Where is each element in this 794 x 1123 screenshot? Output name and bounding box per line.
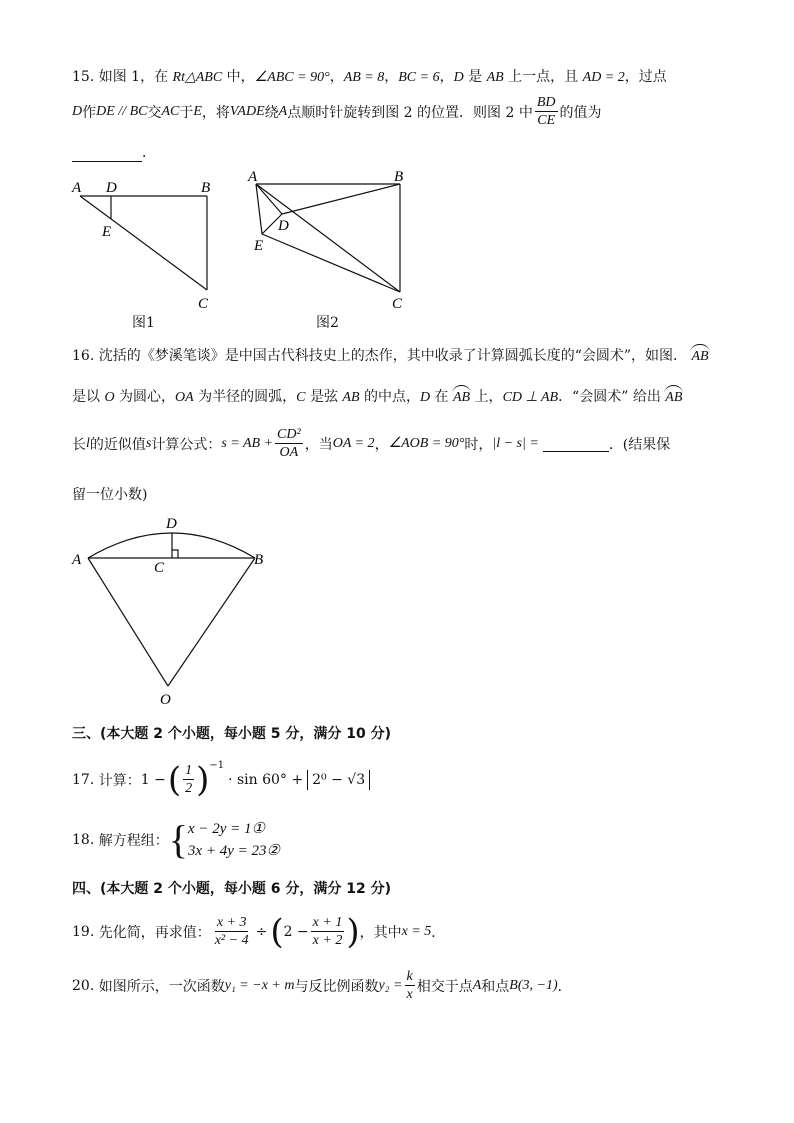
point-label-d: D (106, 180, 117, 196)
q19-line (72, 911, 446, 952)
q17-line (72, 759, 370, 800)
q15-math: AB (486, 70, 504, 85)
arc-ab-symbol: AB (691, 349, 709, 364)
q15-figure-2 (244, 164, 414, 316)
q20-number: 20. (72, 977, 95, 994)
q16-text: ， (374, 436, 389, 453)
q15-text: 上一点，且 (503, 69, 583, 85)
q16-math: C (296, 390, 306, 405)
q16-math: CD ⊥ AB (502, 390, 559, 405)
q15-math: AD = 2 (582, 70, 625, 85)
q20-text: 相交于点 (416, 978, 473, 995)
q15-text: 交 (147, 104, 162, 121)
q15-figure-1 (70, 176, 220, 328)
fraction-numerator: BD (536, 95, 556, 110)
section-4-heading: 四、(本大题 2 个小题，每小题 6 分，满分 12 分) (72, 881, 392, 897)
point-label-a: A (72, 552, 82, 568)
fraction-numerator: k (406, 969, 413, 984)
q20-text: ． (557, 978, 572, 995)
equation-1: x − 2y = 1① (187, 821, 265, 837)
q15-math: D (453, 70, 464, 85)
q15-math: DE // BC (96, 103, 148, 119)
q15-text: ，过点 (624, 69, 667, 85)
q16-text: 是以 (72, 389, 105, 405)
q20-math: y₁ = −x + m (224, 977, 295, 993)
q15-math: VADE (229, 103, 265, 119)
q19-math: x = 5 (401, 923, 432, 939)
segment-ce (262, 234, 400, 292)
q20-math: B(3, −1) (509, 977, 558, 993)
q16-math: AB (342, 390, 360, 405)
q15-text: ， (439, 69, 454, 85)
point-label-a: A (72, 180, 82, 196)
q15-number: 15. (72, 69, 95, 85)
q17-text: 计算： (98, 772, 141, 789)
answer-blank[interactable] (72, 145, 142, 162)
point-label-c: C (198, 296, 209, 312)
q16-text: 是弦 (305, 389, 343, 405)
q16-text: 为圆心， (114, 389, 176, 405)
q15-math: AC (161, 103, 180, 119)
q16-math: O (104, 390, 115, 405)
section-3-heading: 三、(本大题 2 个小题，每小题 5 分，满分 10 分) (72, 726, 392, 742)
q15-text: 的值为 (559, 104, 602, 121)
q15-line2 (72, 94, 602, 129)
q15-text: 是 (463, 69, 487, 85)
segment-ac (256, 184, 400, 292)
q16-text: ．“会圆术” 给出 (558, 389, 661, 405)
q19-fraction-2 (311, 914, 345, 949)
point-label-o: O (160, 692, 171, 708)
q15-text: 绕 (264, 104, 279, 121)
point-label-c: C (154, 560, 165, 576)
q20-fraction (405, 968, 415, 1003)
point-label-b: B (201, 180, 211, 196)
q15-math: E (193, 103, 202, 119)
point-label-c: C (392, 296, 403, 312)
point-label-b: B (394, 169, 404, 185)
absolute-value-expr: 2⁰ − √3 (307, 770, 370, 790)
q16-text: 的近似值 (89, 436, 146, 453)
fraction-denominator: x² − 4 (214, 933, 249, 948)
q17-math: 1 − (140, 771, 166, 788)
point-label-d: D (278, 218, 289, 234)
q16-math: |l − s| = (492, 435, 539, 451)
left-brace: { (168, 817, 188, 862)
q16-text: 计算公式： (151, 436, 222, 453)
q15-text: ， (384, 69, 399, 85)
equation-system (188, 818, 280, 862)
q16-fraction (275, 426, 303, 461)
q16-line1 (72, 345, 709, 365)
q20-text: 和点 (481, 978, 510, 995)
radius-ob (168, 558, 255, 686)
q20-math: A (472, 977, 482, 993)
right-paren: ) (346, 911, 360, 952)
right-angle-mark (172, 550, 178, 558)
q16-figure (66, 514, 276, 710)
fraction-numerator: CD² (277, 427, 301, 442)
segment-ad (256, 184, 282, 214)
q19-number: 19. (72, 923, 95, 940)
fraction-denominator: CE (537, 113, 556, 128)
q15-text: 点顺时针旋转到图 2 的位置．则图 2 中 (287, 104, 533, 121)
q16-text: ．(结果保 (608, 436, 671, 453)
left-paren: ( (270, 911, 284, 952)
q20-text: 如图所示，一次函数 (98, 978, 225, 995)
q16-math: s = AB + (221, 435, 274, 451)
arc-ab-symbol: AB (665, 390, 683, 405)
q15-answer-line (72, 142, 156, 162)
segment-ae (256, 184, 262, 234)
segment-bd (282, 184, 400, 214)
q19-fraction-1 (213, 914, 251, 949)
fraction-numerator: 1 (185, 763, 193, 778)
q18-number: 18. (72, 832, 95, 848)
q15-math: D (72, 103, 83, 119)
radius-oa (88, 558, 168, 686)
fraction-denominator: 2 (185, 781, 193, 796)
q19-text: ，其中 (359, 924, 402, 941)
q16-text: 在 (430, 389, 453, 405)
q16-number: 16. (72, 348, 95, 364)
q15-text: ． (142, 145, 156, 161)
q20-line (72, 968, 572, 1003)
point-label-d: D (166, 516, 177, 532)
point-label-b: B (254, 552, 264, 568)
q17-math: · sin 60° + (228, 771, 304, 788)
q16-text: 时， (464, 436, 493, 453)
equation-2: 3x + 4y = 23② (187, 843, 280, 859)
right-paren: ) (196, 759, 210, 800)
q16-text: 上， (470, 389, 503, 405)
answer-blank[interactable] (543, 435, 609, 452)
q16-math: OA (175, 390, 194, 405)
q16-math: s (145, 435, 152, 451)
point-label-e: E (102, 224, 112, 240)
fraction-denominator: x (406, 987, 413, 1002)
q16-line3 (72, 426, 670, 461)
fig1-caption: 图1 (132, 315, 155, 331)
q15-math: ∠ABC = 90° (254, 70, 330, 85)
q15-line1 (72, 66, 667, 86)
q16-text: 的中点， (359, 389, 420, 405)
fraction-numerator: x + 1 (312, 915, 343, 930)
q17-number: 17. (72, 771, 95, 788)
fig2-caption: 图2 (316, 315, 339, 331)
left-paren: ( (167, 759, 182, 800)
q19-text: ． (431, 924, 446, 941)
q20-math: y₂ = (378, 977, 403, 993)
fraction-denominator: x + 2 (312, 933, 343, 948)
q16-text: 沈括的《梦溪笔谈》是中国古代科技史上的杰作，其中收录了计算圆弧长度的“会圆术”，如图． (98, 348, 688, 364)
q15-text: 于 (179, 104, 194, 121)
divide-sign: ÷ (255, 923, 268, 940)
q15-fraction (535, 94, 558, 129)
q16-text: 长 (72, 436, 86, 453)
q15-text: 作 (82, 104, 97, 121)
q19-text: 先化简，再求值： (98, 924, 211, 941)
q16-math: D (419, 390, 431, 405)
q16-text: ，当 (304, 436, 333, 453)
q15-math: AB = 8 (343, 70, 385, 85)
arc-ab-symbol: AB (453, 390, 471, 405)
point-label-a: A (248, 169, 258, 185)
q17-fraction (183, 762, 194, 797)
segment-ac (80, 196, 207, 290)
exponent: −1 (209, 760, 225, 771)
q15-math: BC = 6 (398, 70, 440, 85)
q15-text: 中， (222, 69, 255, 85)
q16-math: OA = 2 (332, 435, 375, 451)
q18-line (72, 818, 280, 862)
q16-line4: 留一位小数) (72, 487, 148, 503)
point-label-e: E (254, 238, 264, 254)
q19-math: 2 − (283, 923, 309, 940)
q15-text: 如图 1，在 (98, 69, 173, 85)
q16-math: l (86, 435, 90, 451)
q15-math: A (278, 103, 288, 119)
q16-math: ∠AOB = 90° (388, 436, 465, 451)
q16-line2 (72, 386, 682, 406)
q15-text: ，将 (201, 104, 230, 121)
fraction-numerator: x + 3 (216, 915, 247, 930)
q20-text: 与反比例函数 (294, 978, 379, 995)
q16-text: 为半径的圆弧， (193, 389, 297, 405)
fraction-denominator: OA (279, 445, 299, 460)
q15-text: ， (329, 69, 344, 85)
q15-math: Rt△ABC (172, 70, 223, 85)
q18-text: 解方程组： (98, 833, 169, 849)
